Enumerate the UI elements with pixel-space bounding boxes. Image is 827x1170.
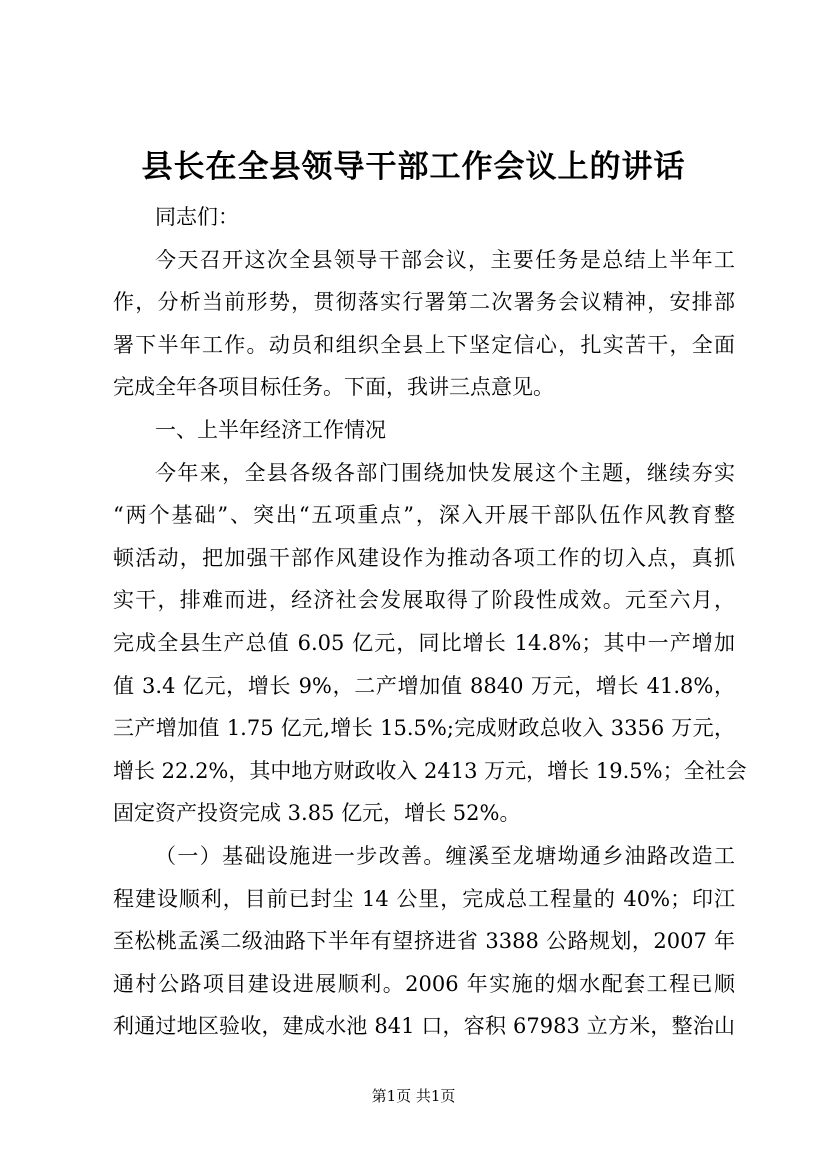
body-text-line: （一）基础设施进一步改善。缠溪至龙塘坳通乡油路改造工 <box>155 843 735 868</box>
body-text-line: 署下半年工作。动员和组织全县上下坚定信心，扎实苦干，全面 <box>113 332 735 357</box>
body-text-line: “两个基础”、突出“五项重点”，深入开展干部队伍作风教育整 <box>113 503 735 528</box>
body-text-line: 完成全县生产总值 6.05 亿元，同比增长 14.8%；其中一产增加 <box>113 630 735 655</box>
body-text-line: 顿活动，把加强干部作风建设作为推动各项工作的切入点，真抓 <box>113 545 735 570</box>
body-text-line: 增长 22.2%，其中地方财政收入 2413 万元，增长 19.5%；全社会 <box>113 758 747 783</box>
body-text-line: 程建设顺利，目前已封尘 14 公里，完成总工程量的 40%；印江 <box>113 886 735 911</box>
body-text-line: 固定资产投资完成 3.85 亿元，增长 52%。 <box>113 801 521 826</box>
body-text-line: 实干，排难而进，经济社会发展取得了阶段性成效。元至六月， <box>113 588 735 613</box>
body-text-line: 利通过地区验收，建成水池 841 口，容积 67983 立方米，整治山 <box>113 1014 735 1039</box>
body-text-line: 值 3.4 亿元，增长 9%，二产增加值 8840 万元，增长 41.8%， <box>113 673 735 698</box>
body-text-line: 三产增加值 1.75 亿元,增长 15.5%;完成财政总收入 3356 万元， <box>113 716 735 741</box>
body-text-line: 今天召开这次全县领导干部会议，主要任务是总结上半年工 <box>155 247 735 272</box>
body-text-line: 同志们： <box>155 205 239 229</box>
document-title: 县长在全县领导干部工作会议上的讲话 <box>141 149 686 185</box>
page-footer: 第1页 共1页 <box>371 1087 456 1105</box>
body-text-line: 作，分析当前形势，贯彻落实行署第二次署务会议精神，安排部 <box>113 290 735 315</box>
body-text-line: 今年来，全县各级各部门围绕加快发展这个主题，继续夯实 <box>155 460 735 485</box>
body-text-line: 至松桃孟溪二级油路下半年有望挤进省 3388 公路规划，2007 年 <box>113 929 735 954</box>
body-text-line: 一、上半年经济工作情况 <box>155 417 386 442</box>
body-text-line: 通村公路项目建设进展顺利。2006 年实施的烟水配套工程已顺 <box>113 971 735 996</box>
body-text-line: 完成全年各项目标任务。下面，我讲三点意见。 <box>113 375 554 400</box>
document-body <box>113 196 747 1048</box>
